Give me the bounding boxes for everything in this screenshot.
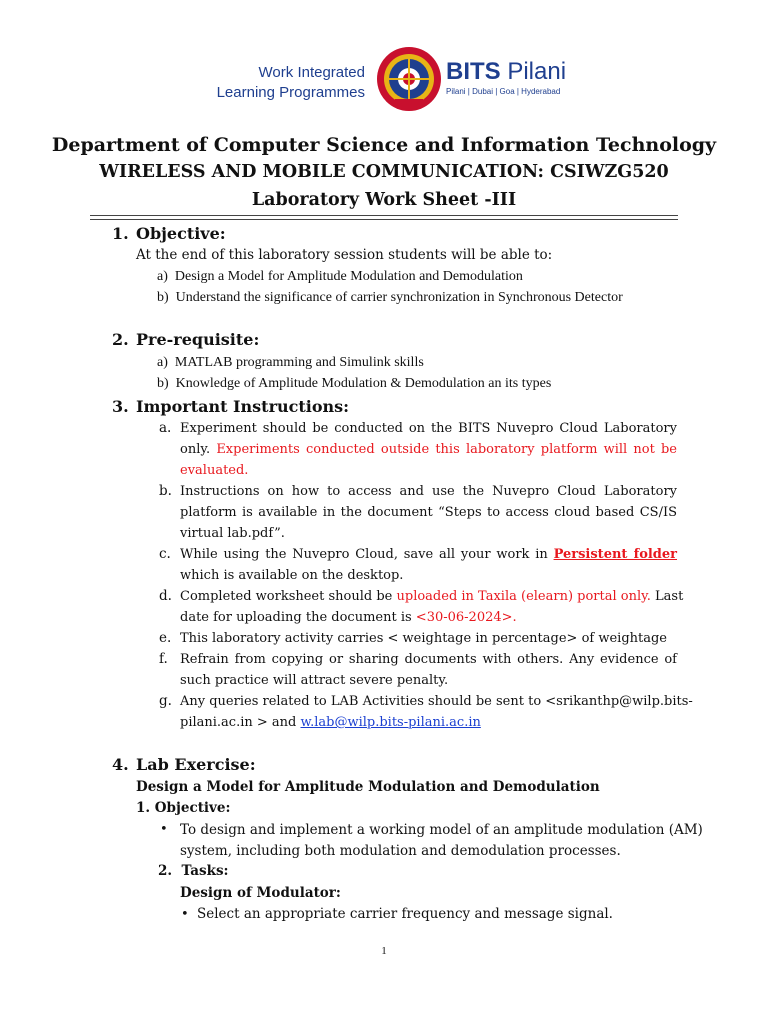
instruction-c: While using the Nuvepro Cloud, save all your work in Persistent folder which is available on the desktop.: [180, 547, 678, 583]
instruction-f: Refrain from copying or sharing documents with others. Any evidence of such practice will attract severe penalty.: [180, 652, 677, 688]
title-rule-bottom: [90, 219, 678, 220]
lab-objective-heading: 1. Objective:: [136, 800, 231, 816]
wilp-line-2: Learning Programmes: [216, 84, 365, 101]
lab-email-link[interactable]: w.lab@wilp.bits-pilani.ac.in: [300, 715, 481, 730]
prereq-item-b: b) Knowledge of Amplitude Modulation & Demodulation an its types: [157, 376, 552, 391]
bits-seal-icon: [375, 45, 443, 113]
prereq-heading: 2. Pre-requisite:: [112, 330, 260, 349]
instruction-e-mark: e.: [159, 630, 172, 646]
objective-item-b: b) Understand the significance of carrier synchronization in Synchronous Detector: [157, 290, 623, 305]
bits-pilani-logo-text: BITS Pilani: [446, 58, 567, 85]
instruction-e: This laboratory activity carries < weightage in percentage> of weightage: [180, 631, 668, 646]
instruction-c-mark: c.: [159, 546, 171, 562]
lab-subtitle: Design a Model for Amplitude Modulation and Demodulation: [136, 779, 600, 795]
modulator-heading: Design of Modulator:: [180, 885, 341, 901]
lab-objective-text: To design and implement a working model of an amplitude modulation (AM) system, including both modulation and demodulation processes.: [180, 822, 703, 859]
lab-exercise-heading: 4. Lab Exercise:: [112, 755, 256, 774]
objective-intro: At the end of this laboratory session students will be able to:: [136, 247, 553, 263]
wilp-logo-text: [203, 63, 365, 103]
instructions-heading: 3. Important Instructions:: [112, 397, 350, 416]
modulator-bullet-text: Select an appropriate carrier frequency and message signal.: [197, 906, 613, 922]
objective-item-a: a) Design a Model for Amplitude Modulation and Demodulation: [157, 269, 523, 284]
bits-brand: [446, 58, 586, 96]
prereq-item-a: a) MATLAB programming and Simulink skills: [157, 355, 424, 370]
instruction-a: Experiment should be conducted on the BITS Nuvepro Cloud Laboratory only. Experiments conducted outside this laboratory platform will not be evaluated.: [180, 421, 678, 478]
instruction-g-mark: g.: [159, 693, 172, 709]
instruction-g: Any queries related to LAB Activities should be sent to <srikanthp@wilp.bits- pilani.ac.in > and w.lab@wilp.bits-pilani.ac.in: [180, 694, 693, 730]
lab-tasks-heading: 2. Tasks:: [158, 863, 229, 879]
worksheet-title: Laboratory Work Sheet -III: [251, 190, 517, 210]
bullet-icon: •: [160, 822, 168, 837]
objective-heading: 1. Objective:: [112, 224, 226, 243]
department-title: Department of Computer Science and Information Technology: [51, 134, 717, 156]
title-rule-top: [90, 215, 678, 216]
persistent-folder-highlight: Persistent folder: [553, 547, 678, 562]
instruction-a-mark: a.: [159, 420, 172, 436]
instruction-b-mark: b.: [159, 483, 172, 499]
instruction-f-mark: f.: [159, 651, 168, 667]
page-number: 1: [381, 945, 387, 957]
bullet-icon: •: [181, 907, 189, 922]
instruction-b: Instructions on how to access and use the Nuvepro Cloud Laboratory platform is available in the document “Steps to access cloud based CS/IS virtual lab.pdf”.: [180, 484, 677, 541]
bits-campuses: Pilani | Dubai | Goa | Hyderabad: [446, 87, 561, 96]
instruction-d-mark: d.: [159, 588, 172, 604]
wilp-line-1: Work Integrated: [258, 64, 365, 81]
course-title: WIRELESS AND MOBILE COMMUNICATION: CSIWZG520: [99, 162, 669, 182]
instruction-d: Completed worksheet should be uploaded in Taxila (elearn) portal only. Last date for uploading the document is <30-06-2024>.: [180, 589, 684, 625]
upload-deadline: <30-06-2024>.: [415, 610, 517, 625]
